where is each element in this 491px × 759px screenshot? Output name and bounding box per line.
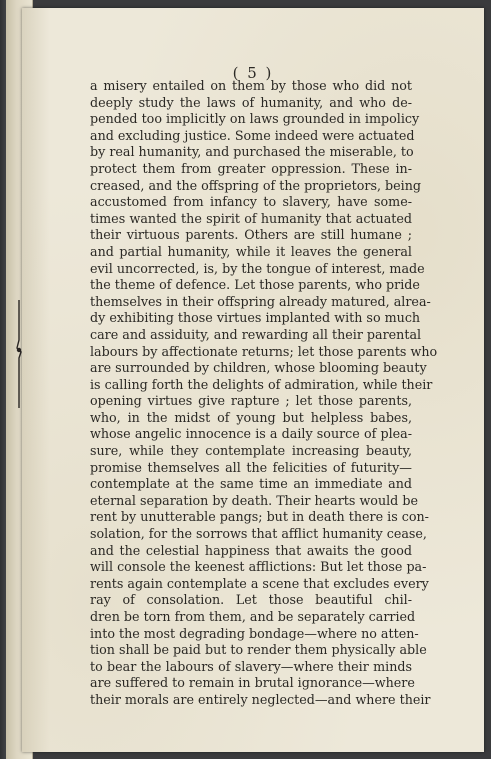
text-line: by real humanity, and purchased the miserable, to xyxy=(90,144,414,160)
text-line: their virtuous parents. Others are still humane ; xyxy=(90,227,412,243)
text-line: labours by affectionate returns; let those parents who xyxy=(90,343,438,359)
text-line: to bear the labours of slavery—where their minds xyxy=(90,658,412,674)
text-line: their morals are entirely neglected—and where their xyxy=(90,691,431,707)
text-line: is calling forth the delights of admiration, while their xyxy=(90,376,433,392)
binding-thread-icon xyxy=(16,300,20,408)
text-line: evil uncorrected, is, by the tongue of interest, made xyxy=(90,260,425,276)
text-line: rents again contemplate a scene that excludes every xyxy=(90,575,429,591)
text-line: who, in the midst of young but helpless babes, xyxy=(90,409,412,425)
text-line: themselves in their offspring already matured, alrea- xyxy=(90,293,431,309)
text-line: the theme of defence. Let those parents, who pride xyxy=(90,277,420,293)
text-line: and excluding justice. Some indeed were actuated xyxy=(90,127,415,143)
text-line: deeply study the laws of humanity, and who de- xyxy=(90,94,412,110)
text-line: promise themselves all the felicities of futurity— xyxy=(90,459,412,475)
text-line: creased, and the offspring of the proprietors, being xyxy=(90,177,422,193)
text-line: dren be torn from them, and be separately carried xyxy=(90,609,416,624)
text-line: pended too implicitly on laws grounded in impolicy xyxy=(90,111,420,127)
text-line: a misery entailed on them by those who did not xyxy=(90,78,412,93)
text-line: will console the keenest afflictions: But let those pa- xyxy=(90,559,427,575)
text-line: contemplate at the same time an immediate and xyxy=(90,476,412,492)
text-line: tion shall be paid but to render them physically able xyxy=(90,642,427,658)
text-line: ray of consolation. Let those beautiful chil- xyxy=(90,592,412,608)
text-line: eternal separation by death. Their hearts would be xyxy=(90,492,418,508)
text-line: rent by unutterable pangs; but in death there is con- xyxy=(90,509,429,525)
text-line: are surrounded by children, whose blooming beauty xyxy=(90,360,427,376)
text-line: accustomed from infancy to slavery, have some- xyxy=(90,194,412,210)
text-line: opening virtues give rapture ; let those parents, xyxy=(90,393,412,409)
text-line: are suffered to remain in brutal ignorance—where xyxy=(90,675,415,691)
text-line: and partial humanity, while it leaves the general xyxy=(90,243,412,259)
body-text xyxy=(90,78,438,709)
text-line: solation, for the sorrows that afflict humanity cease, xyxy=(90,526,427,542)
text-line: protect them from greater oppression. These in- xyxy=(90,160,412,176)
text-line: and the celestial happiness that awaits the good xyxy=(90,542,412,558)
text-line: times wanted the spirit of humanity that actuated xyxy=(90,210,412,226)
text-line: care and assiduity, and rewarding all their parental xyxy=(90,326,422,342)
page-number: ( 5 ) xyxy=(232,64,274,82)
text-line: sure, while they contemplate increasing beauty, xyxy=(90,443,412,459)
text-line: whose angelic innocence is a daily source of plea- xyxy=(90,426,412,442)
text-line: into the most degrading bondage—where no atten- xyxy=(90,625,419,641)
text-line: dy exhibiting those virtues implanted with so much xyxy=(90,310,421,326)
